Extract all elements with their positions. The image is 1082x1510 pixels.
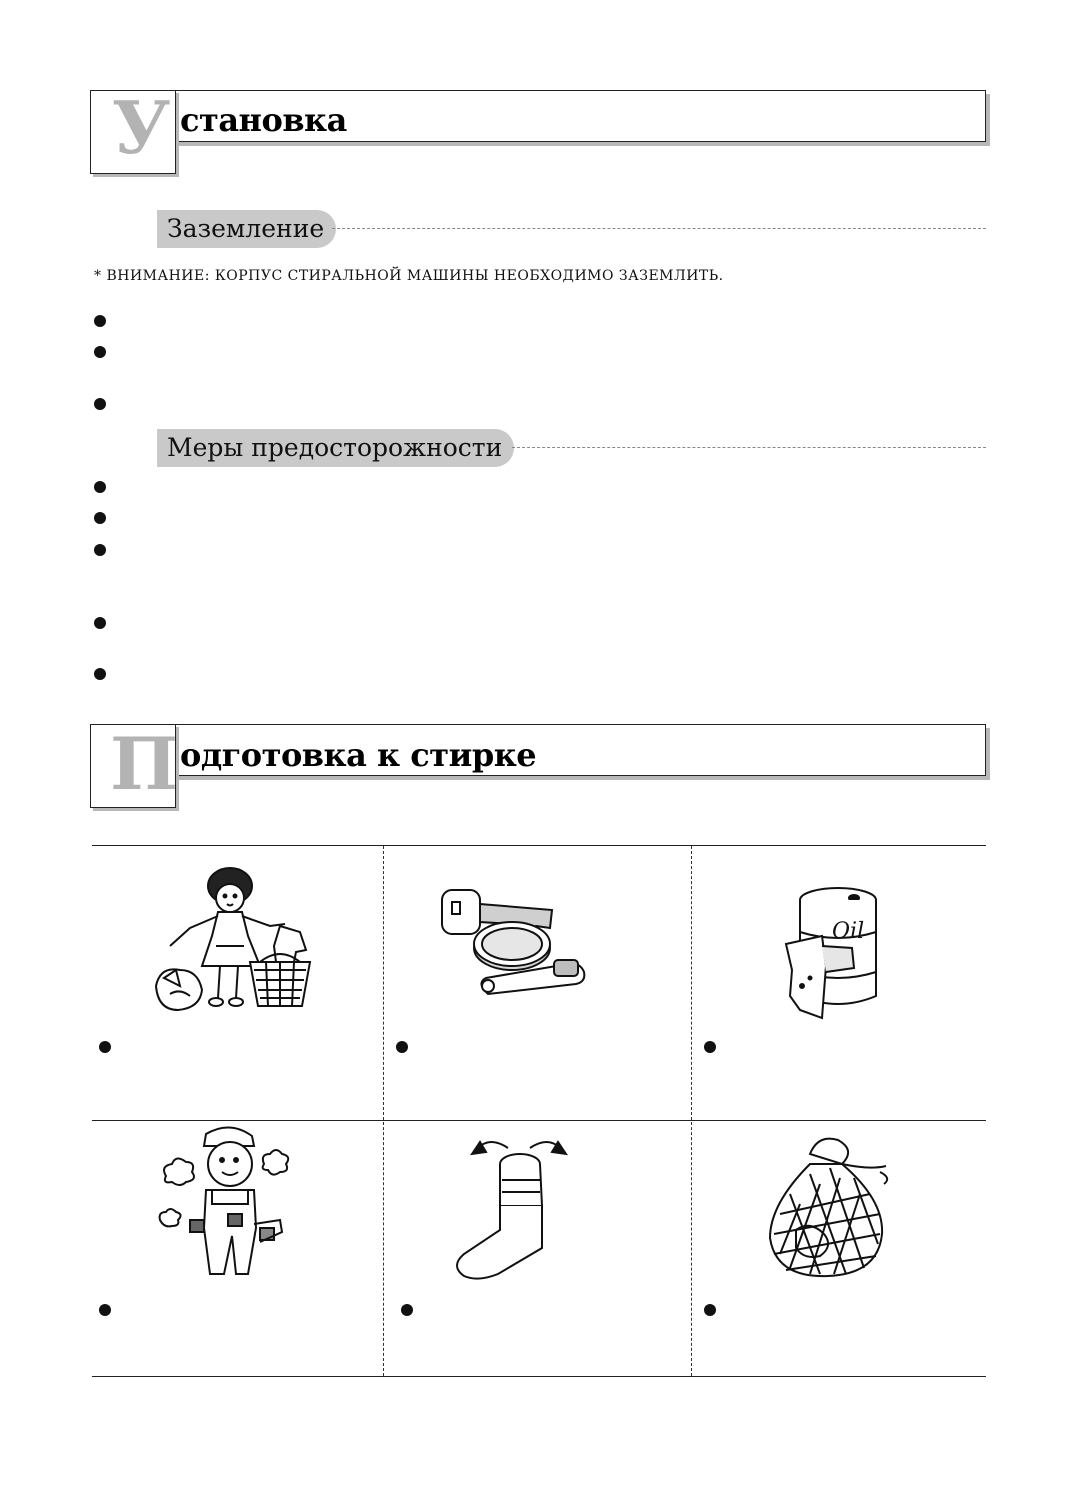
section-initial: У [112, 85, 171, 170]
grid-top-rule [92, 845, 986, 846]
laundry-net-bag-icon [760, 1134, 900, 1280]
bullet [94, 512, 106, 524]
bullet [94, 398, 106, 410]
grid-bottom-rule [92, 1376, 986, 1377]
bullet [94, 481, 106, 493]
bullet [704, 1041, 716, 1053]
grid-column-divider [691, 846, 692, 1376]
subheading-precautions: Меры предосторожности [157, 429, 514, 467]
bullet [94, 346, 106, 358]
subheading-grounding: Заземление [157, 210, 336, 248]
warning-text: * ВНИМАНИЕ: КОРПУС СТИРАЛЬНОЙ МАШИНЫ НЕОБХОДИМО ЗАЗЕМЛИТЬ. [94, 268, 724, 284]
oil-stain-icon [782, 886, 882, 1024]
bullet [99, 1041, 111, 1053]
bullet [94, 668, 106, 680]
bullet [94, 544, 106, 556]
sock-inside-out-icon [450, 1130, 588, 1282]
subheading-divider [512, 447, 986, 448]
bullet [401, 1304, 413, 1316]
grid-column-divider [383, 846, 384, 1376]
bullet [99, 1304, 111, 1316]
woman-sorting-laundry-icon [150, 866, 320, 1018]
subheading-divider [332, 228, 986, 229]
section-title: одготовка к стирке [180, 736, 537, 774]
bullet [396, 1041, 408, 1053]
section-title: становка [180, 101, 347, 139]
grid-middle-rule [92, 1120, 986, 1121]
key-coin-pin-icon [440, 886, 592, 1004]
oil-label: Oil [832, 919, 865, 944]
bullet [94, 617, 106, 629]
dirty-clothes-icon [156, 1124, 292, 1282]
section-initial: П [110, 721, 178, 806]
bullet [704, 1304, 716, 1316]
bullet [94, 315, 106, 327]
